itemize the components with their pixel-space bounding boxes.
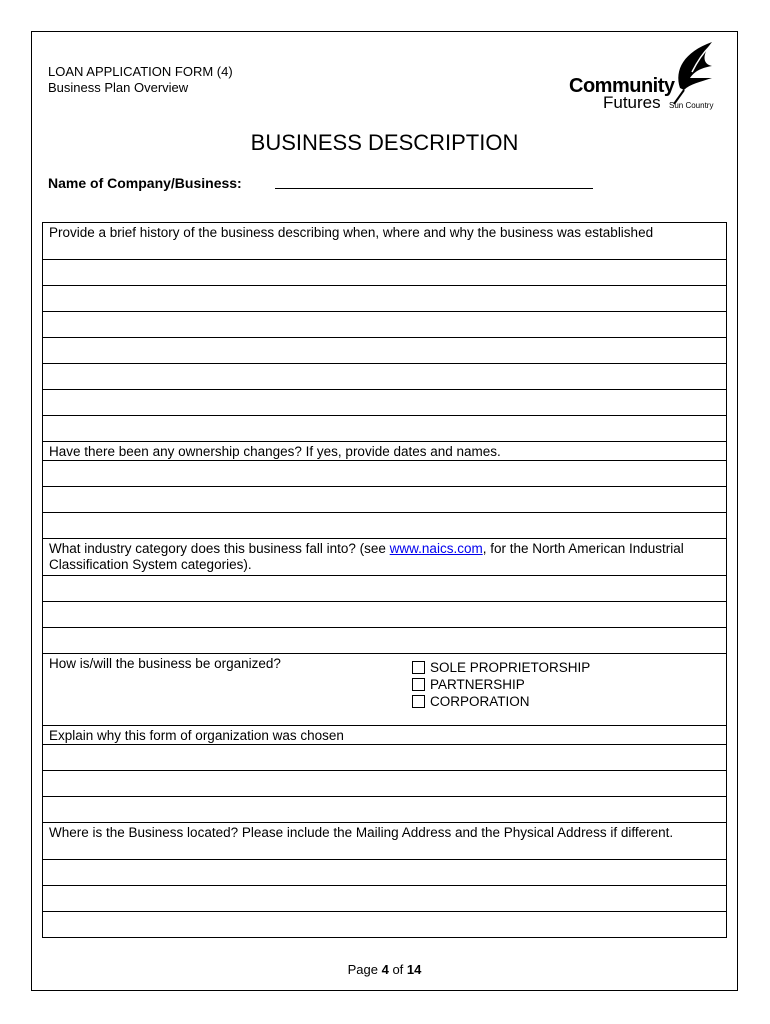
checkbox[interactable] [412, 678, 425, 691]
organization-options [412, 659, 590, 710]
industry-question-text-end: , for the North American Industrial Classification System categories). [49, 541, 684, 572]
option-sole-proprietorship[interactable] [412, 659, 590, 676]
history-answer-line[interactable] [43, 416, 726, 442]
history-question: Provide a brief history of the business describing when, where and why the business was established [43, 223, 726, 260]
logo-line-3: Sun Country [669, 101, 714, 110]
industry-question [43, 539, 726, 576]
history-answer-line[interactable] [43, 260, 726, 286]
ownership-answer-line[interactable] [43, 513, 726, 539]
ownership-answer-line[interactable] [43, 487, 726, 513]
company-name-label: Name of Company/Business: [48, 175, 242, 191]
industry-question-text: What industry category does this business fall into? (see [49, 541, 390, 556]
form-subtitle: Business Plan Overview [48, 80, 189, 95]
history-answer-line[interactable] [43, 312, 726, 338]
why-form-question: Explain why this form of organization was chosen [43, 726, 726, 745]
location-answer-line[interactable] [43, 912, 726, 937]
page-number: 4 [381, 962, 389, 977]
page-label: Page [347, 962, 378, 977]
form-name: LOAN APPLICATION FORM (4) [48, 64, 233, 79]
industry-answer-line[interactable] [43, 628, 726, 654]
checkbox[interactable] [412, 695, 425, 708]
page-total: 14 [406, 962, 422, 977]
community-futures-logo [562, 38, 732, 114]
option-partnership[interactable] [412, 676, 590, 693]
history-answer-line[interactable] [43, 364, 726, 390]
industry-answer-line[interactable] [43, 602, 726, 628]
company-name-field[interactable] [275, 188, 593, 189]
option-corporation[interactable] [412, 693, 590, 710]
checkbox[interactable] [412, 661, 425, 674]
location-answer-line[interactable] [43, 860, 726, 886]
history-answer-line[interactable] [43, 338, 726, 364]
option-label: CORPORATION [430, 694, 530, 709]
location-question: Where is the Business located? Please include the Mailing Address and the Physical Address if different. [43, 823, 726, 860]
naics-link[interactable]: www.naics.com [389, 541, 483, 556]
logo-line-2: Futures [603, 93, 661, 112]
option-label: PARTNERSHIP [430, 677, 525, 692]
page-footer [32, 962, 737, 978]
history-answer-line[interactable] [43, 286, 726, 312]
organization-question [43, 654, 726, 726]
why-form-answer-line[interactable] [43, 771, 726, 797]
page-title: BUSINESS DESCRIPTION [250, 130, 519, 155]
history-answer-line[interactable] [43, 390, 726, 416]
why-form-answer-line[interactable] [43, 745, 726, 771]
industry-answer-line[interactable] [43, 576, 726, 602]
business-description-table [42, 222, 727, 938]
why-form-answer-line[interactable] [43, 797, 726, 823]
organization-question-text: How is/will the business be organized? [49, 656, 281, 671]
option-label: SOLE PROPRIETORSHIP [430, 660, 591, 675]
logo-line-1: Community [569, 75, 675, 97]
ownership-question: Have there been any ownership changes? If yes, provide dates and names. [43, 442, 726, 461]
of-label: of [392, 962, 404, 977]
form-page [31, 31, 738, 991]
location-answer-line[interactable] [43, 886, 726, 912]
ownership-answer-line[interactable] [43, 461, 726, 487]
